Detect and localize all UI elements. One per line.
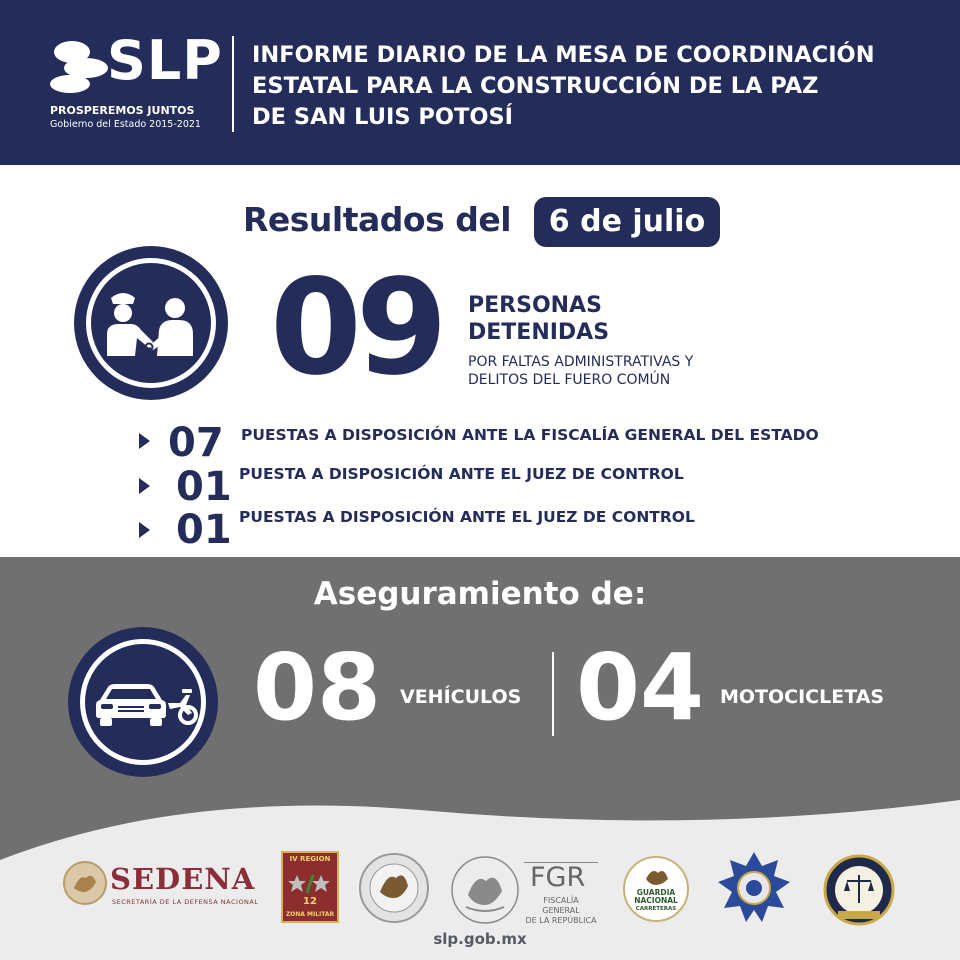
breakdown-number: 01 [176,507,232,553]
list-item [0,462,960,510]
gn-line-1: GUARDIA [636,888,676,897]
seizure-divider [552,652,554,736]
triangle-bullet-icon [139,478,150,494]
breakdown-text: PUESTAS A DISPOSICIÓN ANTE LA FISCALÍA GENERAL DEL ESTADO [241,426,819,444]
detained-count: 09 [270,251,442,405]
fgr-wordmark: FGR [530,862,586,893]
breakdown-text: PUESTA A DISPOSICIÓN ANTE EL JUEZ DE CONTROL [239,465,684,483]
region-label: IV REGION [289,855,331,863]
sedena-subtitle: SECRETARÍA DE LA DEFENSA NACIONAL [112,898,259,906]
list-item [0,420,960,466]
breakdown-number: 01 [176,464,232,510]
header-banner [0,0,960,165]
logo-wordmark: SLP [107,29,223,92]
breakdown-text: PUESTAS A DISPOSICIÓN ANTE EL JUEZ DE CONTROL [239,508,695,526]
detained-title-line-2: DETENIDAS [468,320,610,345]
detained-sub-line-1: POR FALTAS ADMINISTRATIVAS Y [468,354,694,370]
title-line-1: INFORME DIARIO DE LA MESA DE COORDINACIÓN [252,42,875,68]
sedena-logo: SEDENA [110,862,256,896]
car-motorcycle-icon [90,677,200,732]
seizure-title: Aseguramiento de: [313,576,647,612]
header-divider [232,36,234,132]
page-title [252,40,942,133]
region-number: 12 [303,896,317,907]
gn-carreteras-label [622,889,690,913]
vehicle-icon-circle [68,627,218,777]
date-badge: 6 de julio [534,197,720,247]
gn-line-3: CARRETERAS [635,906,677,912]
national-seal-icon [62,860,108,906]
zona-militar-label: ZONA MILITAR [285,911,335,918]
mexico-coat-of-arms-icon [450,855,520,925]
list-item [0,505,960,553]
guardia-nacional-seal-icon [358,852,430,924]
logo-subtagline: Gobierno del Estado 2015-2021 [50,119,201,130]
title-line-2: ESTATAL PARA LA CONSTRUCCIÓN DE LA PAZ [252,73,819,99]
breakdown-number: 07 [168,420,224,466]
fiscalia-estado-seal-icon [822,853,896,927]
fgr-sub-line-1: FISCALÍA GENERAL [542,896,580,915]
results-label: Resultados del [243,200,512,239]
logo-tagline: PROSPEREMOS JUNTOS [50,104,195,117]
arrest-icon-circle [74,246,228,400]
triangle-bullet-icon [139,522,150,538]
detained-title-line-1: PERSONAS [468,293,602,318]
motorcycles-count: 04 [576,634,705,741]
gn-line-2: NACIONAL [634,896,678,905]
website-url: slp.gob.mx [433,930,527,948]
vehicles-count: 08 [253,634,382,741]
detained-sub-line-2: DELITOS DEL FUERO COMÚN [468,372,671,388]
zona-militar-logo [281,851,339,923]
star-icon [287,873,333,895]
detained-subtitle [468,353,693,389]
title-line-3: DE SAN LUIS POTOSÍ [252,104,514,130]
fgr-sub-line-2: DE LA REPÚBLICA [525,916,597,925]
arrest-icon [101,286,201,361]
detained-title [468,292,609,346]
motorcycles-label: MOTOCICLETAS [720,686,885,708]
police-badge-icon [716,850,792,926]
vehicles-label: VEHÍCULOS [400,686,522,708]
fgr-subtitle [524,896,598,926]
triangle-bullet-icon [139,433,150,449]
